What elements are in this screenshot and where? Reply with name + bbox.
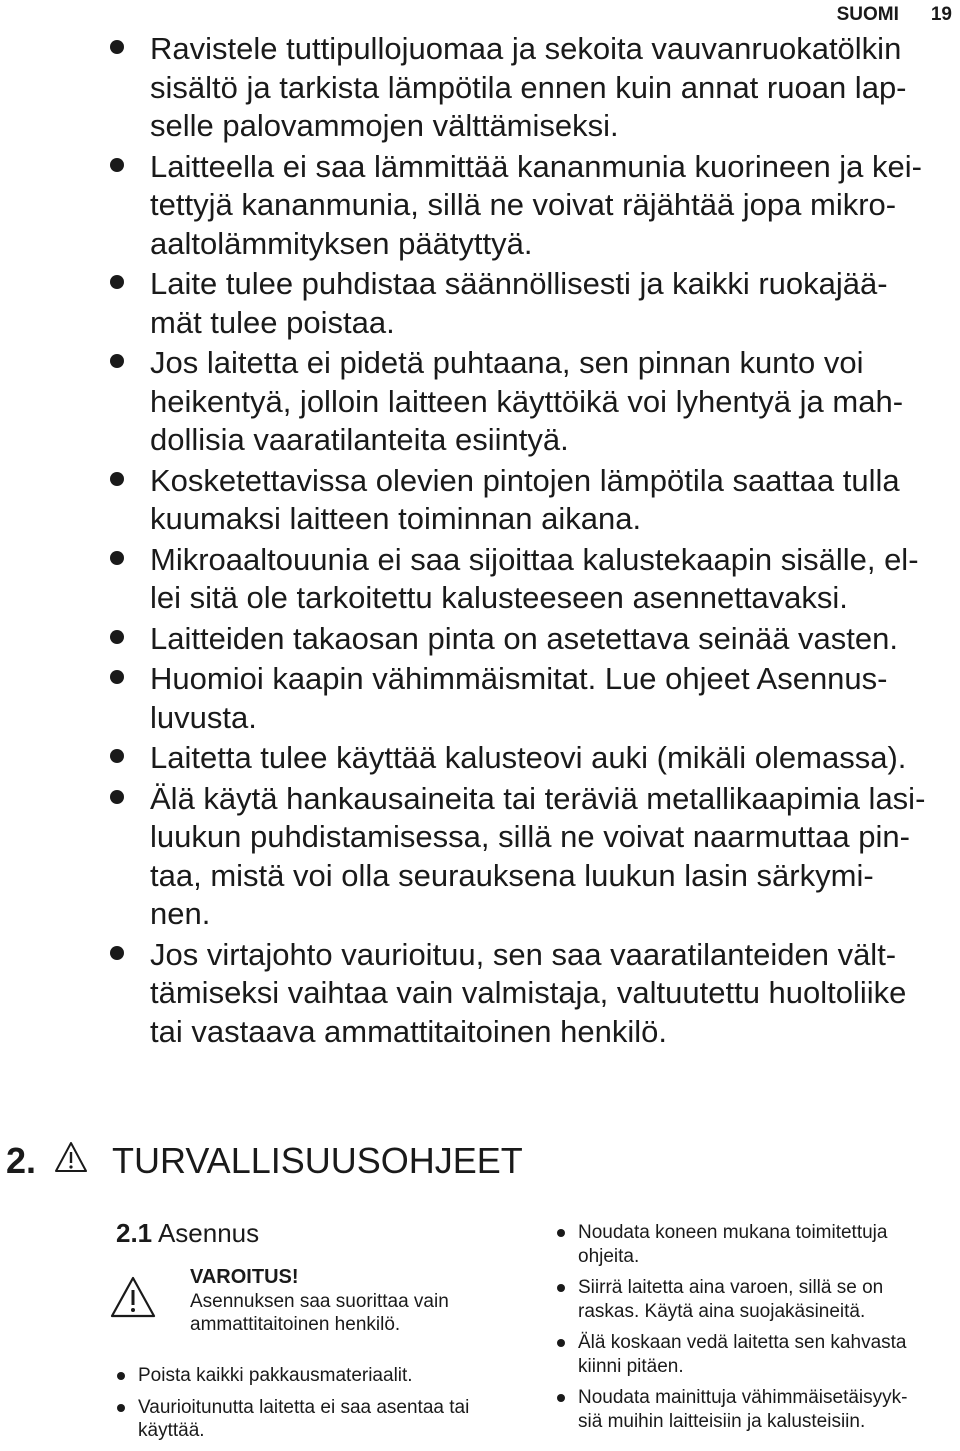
list-item-line: tämiseksi vaihtaa vain valmistaja, valtuutettu huoltoliike — [150, 975, 907, 1010]
list-item-line: tettyjä kananmunia, sillä ne voivat räjähtää jopa mikro- — [150, 187, 897, 222]
list-item — [150, 541, 950, 618]
subsection-number: 2.1 — [116, 1218, 153, 1248]
subsection-title: Asennus — [157, 1218, 260, 1248]
list-item-line: Ravistele tuttipullojuomaa ja sekoita vauvanruokatölkin — [150, 31, 902, 66]
bullet-icon — [110, 630, 124, 644]
list-item-line: mät tulee poistaa. — [150, 304, 395, 340]
list-item-line: Laitteella ei saa lämmittää kananmunia kuorineen ja kei- — [150, 148, 922, 184]
list-item-line: selle palovammojen välttämiseksi. — [150, 108, 619, 143]
warning-box — [110, 1266, 510, 1337]
list-item-line: luukun puhdistamisessa, sillä ne voivat naarmuttaa pin- — [150, 819, 910, 854]
list-item-line: taa, mistä voi olla seurauksena luukun lasin särkymi- — [150, 857, 874, 893]
list-item-line: Älä käytä hankausaineita tai teräviä metallikaapimia lasi- — [150, 780, 926, 816]
header-language: SUOMI — [836, 4, 899, 25]
page-number: 19 — [930, 4, 952, 25]
list-item-line: raskas. Käytä aina suojakäsineitä. — [578, 1300, 866, 1322]
list-item-line: Laitetta tulee käyttää kalusteovi auki (mikäli olemassa). — [150, 740, 907, 775]
list-item-line: sisältö ja tarkista lämpötila ennen kuin annat ruoan lap- — [150, 69, 907, 105]
bullet-icon — [110, 275, 124, 289]
warning-line: ammattitaitoinen henkilö. — [190, 1314, 401, 1335]
list-item-line: aaltolämmityksen päätyttyä. — [150, 225, 533, 261]
bullet-icon — [110, 749, 124, 763]
section-number: 2. — [6, 1140, 37, 1181]
list-item — [138, 1396, 528, 1443]
list-item-line: Huomioi kaapin vähimmäismitat. Lue ohjeet Asennus- — [150, 661, 888, 696]
bullet-icon — [557, 1394, 565, 1402]
bullet-icon — [110, 551, 124, 565]
bullet-icon — [110, 472, 124, 486]
list-item-line: Jos virtajohto vaurioituu, sen saa vaaratilanteiden vält- — [150, 936, 897, 972]
bullet-icon — [557, 1284, 565, 1292]
list-item — [150, 344, 950, 460]
subsection-heading — [116, 1218, 259, 1249]
installation-bullet-list-left — [138, 1364, 528, 1451]
list-item — [150, 739, 950, 778]
list-item-line: Kosketettavissa olevien pintojen lämpötila saattaa tulla — [150, 462, 900, 498]
bullet-icon — [110, 670, 124, 684]
warning-title: VAROITUS! — [190, 1266, 299, 1288]
list-item — [150, 660, 950, 737]
list-item — [138, 1364, 528, 1388]
installation-bullet-list-right — [578, 1221, 954, 1441]
list-item-line: Noudata mainittuja vähimmäisetäisyyk- — [578, 1387, 908, 1408]
bullet-icon — [110, 158, 124, 172]
list-item — [578, 1276, 954, 1323]
list-item — [150, 936, 950, 1052]
list-item — [150, 30, 950, 146]
list-item — [150, 620, 950, 659]
bullet-icon — [110, 354, 124, 368]
list-item-line: kuumaksi laitteen toiminnan aikana. — [150, 501, 642, 536]
warning-triangle-icon — [54, 1140, 88, 1182]
section-title: TURVALLISUUSOHJEET — [112, 1140, 523, 1181]
list-item-line: siä muihin laitteisiin ja kalusteisiin. — [578, 1410, 866, 1432]
list-item-line: Laite tulee puhdistaa säännöllisesti ja kaikki ruokajää- — [150, 266, 888, 301]
list-item — [150, 148, 950, 264]
list-item-line: lei sitä ole tarkoitettu kalusteeseen asennettavaksi. — [150, 580, 848, 615]
list-item-line: Laitteiden takaosan pinta on asetettava seinää vasten. — [150, 620, 898, 656]
list-item-line: heikentyä, jolloin laitteen käyttöikä voi lyhentyä ja mah- — [150, 383, 904, 419]
page-header — [837, 4, 952, 26]
safety-bullet-list — [0, 30, 960, 1053]
list-item-line: nen. — [150, 896, 211, 931]
section-heading — [6, 1140, 523, 1182]
list-item — [150, 780, 950, 934]
list-item — [578, 1221, 954, 1268]
list-item-line: kiinni pitäen. — [578, 1355, 684, 1377]
bullet-icon — [117, 1372, 125, 1380]
list-item-line: luvusta. — [150, 699, 257, 735]
list-item-line: Älä koskaan vedä laitetta sen kahvasta — [578, 1332, 907, 1353]
warning-triangle-icon — [110, 1266, 170, 1337]
bullet-icon — [117, 1404, 125, 1412]
list-item-line: ohjeita. — [578, 1245, 640, 1267]
list-item-line: Siirrä laitetta aina varoen, sillä se on — [578, 1277, 884, 1298]
list-item-line: Vaurioitunutta laitetta ei saa asentaa tai — [138, 1396, 470, 1418]
list-item-line: Poista kaikki pakkausmateriaalit. — [138, 1365, 413, 1386]
list-item-line: Jos laitetta ei pidetä puhtaana, sen pinnan kunto voi — [150, 345, 864, 380]
list-item-line: käyttää. — [138, 1420, 205, 1441]
bullet-icon — [557, 1339, 565, 1347]
bullet-icon — [557, 1229, 565, 1237]
list-item — [578, 1386, 954, 1433]
list-item — [150, 265, 950, 342]
list-item-line: dollisia vaaratilanteita esiintyä. — [150, 422, 569, 457]
list-item-line: Noudata koneen mukana toimitettuja — [578, 1222, 888, 1243]
list-item-line: tai vastaava ammattitaitoinen henkilö. — [150, 1013, 667, 1049]
bullet-icon — [110, 40, 124, 54]
list-item — [578, 1331, 954, 1378]
warning-line: Asennuksen saa suorittaa vain — [190, 1290, 449, 1312]
bullet-icon — [110, 946, 124, 960]
bullet-icon — [110, 790, 124, 804]
list-item-line: Mikroaaltouunia ei saa sijoittaa kalustekaapin sisälle, el- — [150, 541, 919, 577]
list-item — [150, 462, 950, 539]
